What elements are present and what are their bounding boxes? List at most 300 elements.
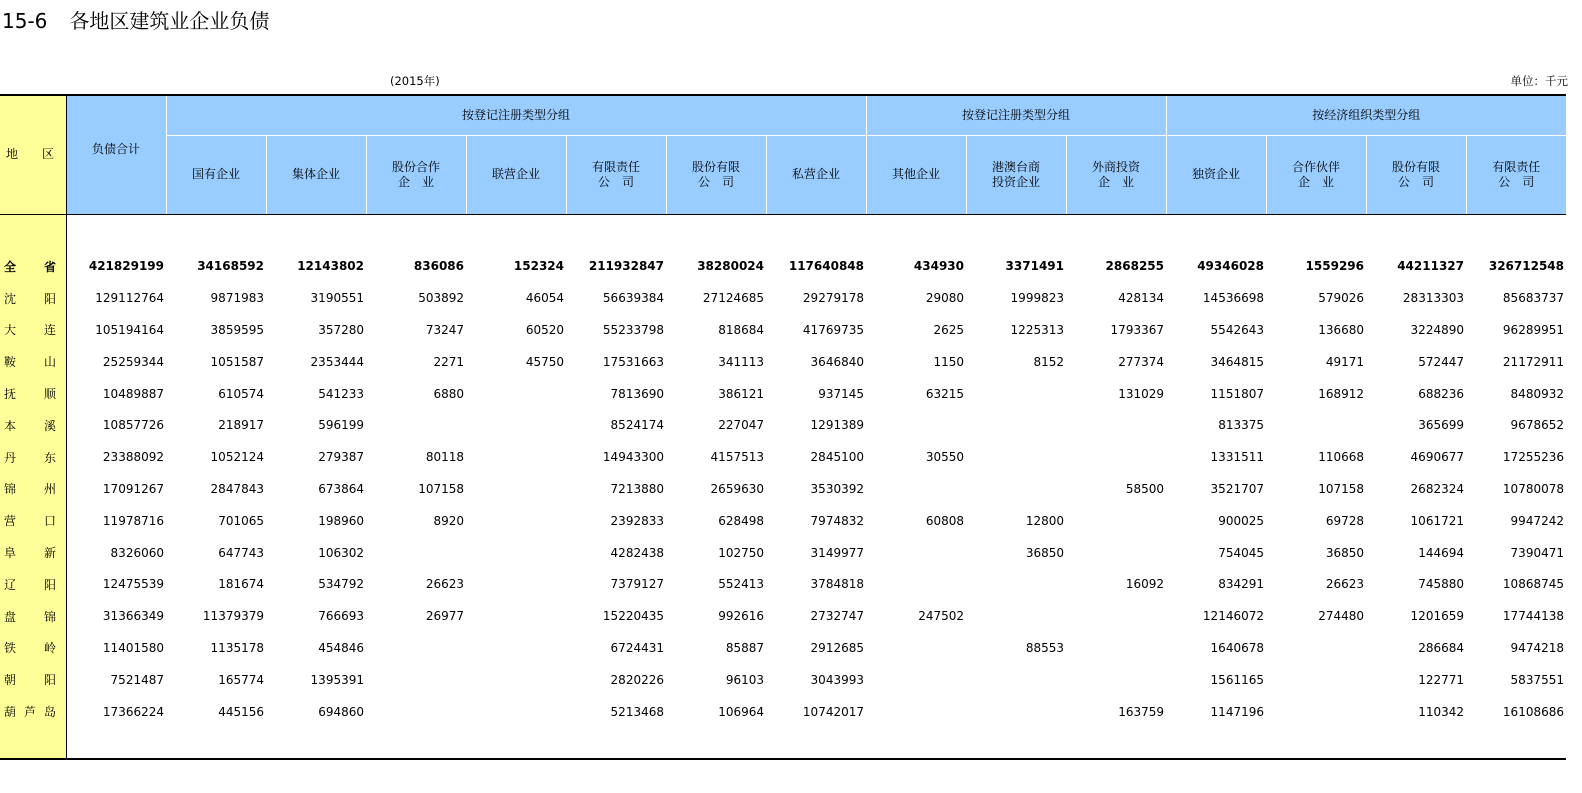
region-cell [0,346,66,378]
spacer-cell [766,727,866,759]
value-cell: 10742017 [802,704,864,719]
value-cell: 49171 [1325,354,1364,369]
value-cell: 34168592 [197,259,264,274]
value-cell: 5542643 [1210,322,1264,337]
total-column-header: 负债合计 [66,95,166,214]
region-char: 盘 [4,609,17,624]
value-cell [466,409,566,441]
table-row [0,282,1566,314]
table-row [0,346,1566,378]
region-char: 阳 [43,577,56,592]
table-row [0,251,1566,283]
value-cell: 2625 [933,322,964,337]
column-header [166,135,266,214]
value-cell: 3224890 [1410,322,1464,337]
spacer-cell [1166,727,1266,759]
value-cell: 2353444 [310,354,364,369]
spacer-cell [1266,727,1366,759]
column-header-line: 公 司 [1498,174,1535,189]
value-cell: 110342 [1418,704,1464,719]
value-cell: 107158 [418,481,464,496]
value-cell [1066,600,1166,632]
spacer-cell [166,727,266,759]
column-header [1066,135,1166,214]
value-cell [866,632,966,664]
column-header [966,135,1066,214]
value-cell: 29279178 [802,291,864,306]
spacer-cell [1066,727,1166,759]
value-cell: 3530392 [810,481,864,496]
region-char: 营 [4,514,17,529]
value-cell: 1999823 [1010,291,1064,306]
value-cell: 673864 [318,481,364,496]
value-cell: 80118 [425,450,464,465]
value-cell: 106302 [318,545,364,560]
column-header-line: 独资企业 [1191,167,1240,181]
spacer-cell [1466,214,1566,251]
value-cell: 3784818 [810,577,864,592]
value-cell: 28313303 [1402,291,1464,306]
value-cell: 2820226 [610,672,664,687]
value-cell: 21172911 [1502,354,1564,369]
value-cell [466,441,566,473]
value-cell: 365699 [1418,418,1464,433]
spacer-cell [866,727,966,759]
value-cell: 7974832 [810,513,864,528]
value-cell [466,378,566,410]
region-char: 丹 [4,450,17,465]
value-cell: 596199 [318,418,364,433]
value-cell: 14536698 [1202,291,1264,306]
value-cell: 3371491 [1005,259,1064,274]
spacer-cell [0,727,66,759]
value-cell: 5213468 [610,704,664,719]
value-cell: 445156 [218,704,264,719]
value-cell: 198960 [318,513,364,528]
spacer-cell [266,727,366,759]
value-cell: 31366349 [102,609,164,624]
value-cell: 181674 [218,577,264,592]
value-cell: 36850 [1325,545,1364,560]
value-cell: 12800 [1025,513,1064,528]
value-cell: 11379379 [202,609,264,624]
value-cell: 131029 [1118,386,1164,401]
value-cell: 428134 [1118,291,1164,306]
value-cell: 9947242 [1510,513,1564,528]
value-cell: 12146072 [1202,609,1264,624]
value-cell: 813375 [1218,418,1264,433]
column-header [566,135,666,214]
value-cell: 386121 [718,386,764,401]
value-cell [966,664,1066,696]
value-cell: 2845100 [810,450,864,465]
value-cell: 8480932 [1510,386,1564,401]
value-cell: 1201659 [1410,609,1464,624]
value-cell: 247502 [918,609,964,624]
value-cell [1266,664,1366,696]
value-cell [366,409,466,441]
column-header [866,135,966,214]
region-char: 朝 [4,673,17,688]
value-cell: 1331511 [1210,450,1264,465]
value-cell [1266,696,1366,728]
value-cell [966,441,1066,473]
value-cell: 357280 [318,322,364,337]
value-cell: 694860 [318,704,364,719]
value-cell: 102750 [718,545,764,560]
value-cell: 12143802 [297,259,364,274]
value-cell: 3859595 [210,322,264,337]
spacer-cell [966,727,1066,759]
value-cell: 3043993 [810,672,864,687]
value-cell: 8326060 [110,545,164,560]
value-cell [1066,632,1166,664]
value-cell: 834291 [1218,577,1264,592]
value-cell [966,473,1066,505]
column-header-line: 公 司 [597,174,634,189]
table-row [0,600,1566,632]
region-char: 阳 [43,673,56,688]
column-header [1366,135,1466,214]
table-title: 各地区建筑业企业负债 [69,9,270,33]
spacer-cell [166,214,266,251]
value-cell: 1559296 [1305,259,1364,274]
value-cell: 1561165 [1210,672,1264,687]
value-cell: 7390471 [1510,545,1564,560]
value-cell [366,537,466,569]
column-header-line: 公 司 [1397,174,1434,189]
column-header-line: 企 业 [1297,174,1334,189]
value-cell [966,409,1066,441]
value-cell [866,537,966,569]
value-cell: 434930 [913,259,964,274]
value-cell: 26623 [1325,577,1364,592]
region-cell [0,537,66,569]
value-cell: 4282438 [610,545,664,560]
value-cell: 9871983 [210,291,264,306]
value-cell: 73247 [425,322,464,337]
value-cell: 36850 [1025,545,1064,560]
value-cell: 1135178 [210,640,264,655]
value-cell: 1052124 [210,450,264,465]
region-char: 抚 [4,387,17,402]
value-cell: 534792 [318,577,364,592]
table-number: 15-6 [2,9,48,33]
unit-label: 单位：千元 [1510,74,1568,88]
column-header [466,135,566,214]
value-cell [466,664,566,696]
spacer-cell [966,214,1066,251]
column-header [1466,135,1566,214]
spacer-cell [866,214,966,251]
region-char: 岭 [43,641,56,656]
table-row [0,537,1566,569]
value-cell [966,600,1066,632]
value-cell [1066,505,1166,537]
value-cell [1266,632,1366,664]
spacer-cell [566,214,666,251]
region-char: 省 [43,259,56,274]
region-cell [0,696,66,728]
region-char: 山 [43,355,56,370]
value-cell: 1640678 [1210,640,1264,655]
value-cell: 122771 [1418,672,1464,687]
spacer-cell [566,727,666,759]
value-cell [866,696,966,728]
column-header-line: 国有企业 [191,167,240,181]
value-cell: 10780078 [1502,481,1564,496]
value-cell: 2392833 [610,513,664,528]
value-cell [466,632,566,664]
region-cell [0,568,66,600]
value-cell [466,696,566,728]
value-cell: 836086 [413,259,464,274]
value-cell: 227047 [718,418,764,433]
spacer-cell [66,214,166,251]
value-cell: 58500 [1125,481,1164,496]
column-header-line: 投资企业 [991,174,1040,189]
region-cell [0,505,66,537]
value-cell: 218917 [218,418,264,433]
value-cell: 69728 [1325,513,1364,528]
region-cell [0,664,66,696]
value-cell: 7213880 [610,481,664,496]
region-char: 沈 [4,291,17,306]
value-cell: 2682324 [1410,481,1464,496]
value-cell: 610574 [218,386,264,401]
value-cell: 7813690 [610,386,664,401]
value-cell: 503892 [418,291,464,306]
region-char: 铁 [4,641,17,656]
spacer-cell [366,214,466,251]
value-cell: 10489887 [102,386,164,401]
value-cell: 10868745 [1502,577,1564,592]
region-char: 大 [4,323,17,338]
value-cell: 85683737 [1502,291,1564,306]
value-cell: 55233798 [602,322,664,337]
value-cell: 1150 [933,354,964,369]
value-cell [1066,409,1166,441]
value-cell: 6880 [433,386,464,401]
value-cell: 454846 [318,640,364,655]
group-header-2: 按登记注册类型分组 [866,95,1166,135]
value-cell: 17366224 [102,704,164,719]
value-cell [466,600,566,632]
value-cell: 421829199 [88,259,164,274]
value-cell: 110668 [1318,450,1364,465]
value-cell: 96103 [725,672,764,687]
value-cell: 3646840 [810,354,864,369]
column-header-line: 企 业 [397,174,434,189]
region-char: 岛 [43,705,56,720]
value-cell: 274480 [1318,609,1364,624]
region-char: 葫 [4,705,17,720]
value-cell: 326712548 [1488,259,1564,274]
value-cell [1066,664,1166,696]
spacer-cell [1366,727,1466,759]
region-cell [0,632,66,664]
region-char: 阳 [43,291,56,306]
value-cell: 16092 [1125,577,1164,592]
value-cell: 818684 [718,322,764,337]
value-cell: 30550 [925,450,964,465]
region-char: 芦 [23,705,36,720]
column-header-line: 股份有限 [1391,159,1440,174]
group-header-1: 按登记注册类型分组 [166,95,866,135]
spacer-cell [466,727,566,759]
value-cell: 44211327 [1397,259,1464,274]
value-cell: 628498 [718,513,764,528]
region-char: 口 [43,514,56,529]
value-cell: 26623 [425,577,464,592]
column-header-line: 股份合作 [391,159,440,174]
value-cell [966,696,1066,728]
region-char: 州 [43,482,56,497]
column-header-line: 港澳台商 [991,159,1040,174]
value-cell: 106964 [718,704,764,719]
value-cell [1066,441,1166,473]
value-cell: 15220435 [602,609,664,624]
value-cell: 49346028 [1197,259,1264,274]
value-cell: 41769735 [802,322,864,337]
value-cell: 27124685 [702,291,764,306]
spacer-cell [266,214,366,251]
value-cell: 4690677 [1410,450,1464,465]
spacer-cell [766,214,866,251]
value-cell: 9678652 [1510,418,1564,433]
value-cell: 136680 [1318,322,1364,337]
table-row [0,696,1566,728]
value-cell: 29080 [925,291,964,306]
column-header-line: 合作伙伴 [1291,159,1340,174]
value-cell: 2271 [433,354,464,369]
spacer-cell [666,727,766,759]
value-cell: 25259344 [102,354,164,369]
column-header-line: 集体企业 [291,167,340,181]
region-char: 连 [43,323,56,338]
value-cell: 211932847 [588,259,664,274]
value-cell: 23388092 [102,450,164,465]
spacer-cell [1366,214,1466,251]
value-cell: 9474218 [1510,640,1564,655]
group-header-3: 按经济组织类型分组 [1166,95,1566,135]
value-cell: 2847843 [210,481,264,496]
value-cell: 17255236 [1502,450,1564,465]
value-cell: 26977 [425,609,464,624]
value-cell: 754045 [1218,545,1264,560]
region-char: 辽 [4,577,17,592]
region-char: 全 [4,259,17,274]
table-row [0,568,1566,600]
value-cell: 2912685 [810,640,864,655]
value-cell: 3521707 [1210,481,1264,496]
value-cell [366,632,466,664]
value-cell: 88553 [1025,640,1064,655]
value-cell [866,409,966,441]
value-cell: 1793367 [1110,322,1164,337]
value-cell: 1151807 [1210,386,1264,401]
value-cell: 900025 [1218,513,1264,528]
column-header [666,135,766,214]
region-cell [0,314,66,346]
value-cell [366,664,466,696]
value-cell: 165774 [218,672,264,687]
column-header-line: 联营企业 [491,167,540,181]
table-row [0,409,1566,441]
column-header-line: 企 业 [1097,174,1134,189]
column-header [1166,135,1266,214]
value-cell: 277374 [1118,354,1164,369]
value-cell: 4157513 [710,450,764,465]
value-cell: 46054 [525,291,564,306]
region-char: 溪 [43,418,56,433]
spacer-cell [66,727,166,759]
value-cell: 96289951 [1502,322,1564,337]
value-cell: 1147196 [1210,704,1264,719]
spacer-cell [666,214,766,251]
value-cell: 11978716 [102,513,164,528]
value-cell: 107158 [1318,481,1364,496]
value-cell [1266,409,1366,441]
value-cell: 85887 [725,640,764,655]
spacer-cell [1066,214,1166,251]
value-cell: 144694 [1418,545,1464,560]
value-cell [466,505,566,537]
value-cell: 16108686 [1502,704,1564,719]
spacer-cell [366,727,466,759]
region-char: 鞍 [4,355,17,370]
column-header-line: 公 司 [697,174,734,189]
value-cell: 766693 [318,609,364,624]
value-cell: 1395391 [310,672,364,687]
value-cell: 117640848 [788,259,864,274]
column-header-line: 股份有限 [691,159,740,174]
value-cell: 17531663 [602,354,664,369]
region-char: 锦 [4,482,17,497]
value-cell: 10857726 [102,418,164,433]
spacer-cell [1466,727,1566,759]
table-row [0,664,1566,696]
value-cell: 2659630 [710,481,764,496]
table-row [0,632,1566,664]
value-cell: 745880 [1418,577,1464,592]
region-cell [0,378,66,410]
value-cell [1066,537,1166,569]
value-cell: 8152 [1033,354,1064,369]
value-cell: 286684 [1418,640,1464,655]
value-cell: 279387 [318,450,364,465]
value-cell: 11401580 [102,640,164,655]
table-row [0,505,1566,537]
spacer-cell [0,214,66,251]
value-cell: 2732747 [810,609,864,624]
value-cell: 12475539 [102,577,164,592]
year-label: (2015年) [390,74,440,88]
table-row [0,441,1566,473]
region-cell [0,600,66,632]
value-cell: 3464815 [1210,354,1264,369]
value-cell: 1061721 [1410,513,1464,528]
column-header-line: 有限责任 [1492,159,1541,174]
value-cell: 572447 [1418,354,1464,369]
spacer-cell [1266,214,1366,251]
value-cell [966,568,1066,600]
column-header-line: 外商投资 [1091,159,1140,174]
column-header [266,135,366,214]
value-cell: 688236 [1418,386,1464,401]
value-cell: 3149977 [810,545,864,560]
column-header [1266,135,1366,214]
